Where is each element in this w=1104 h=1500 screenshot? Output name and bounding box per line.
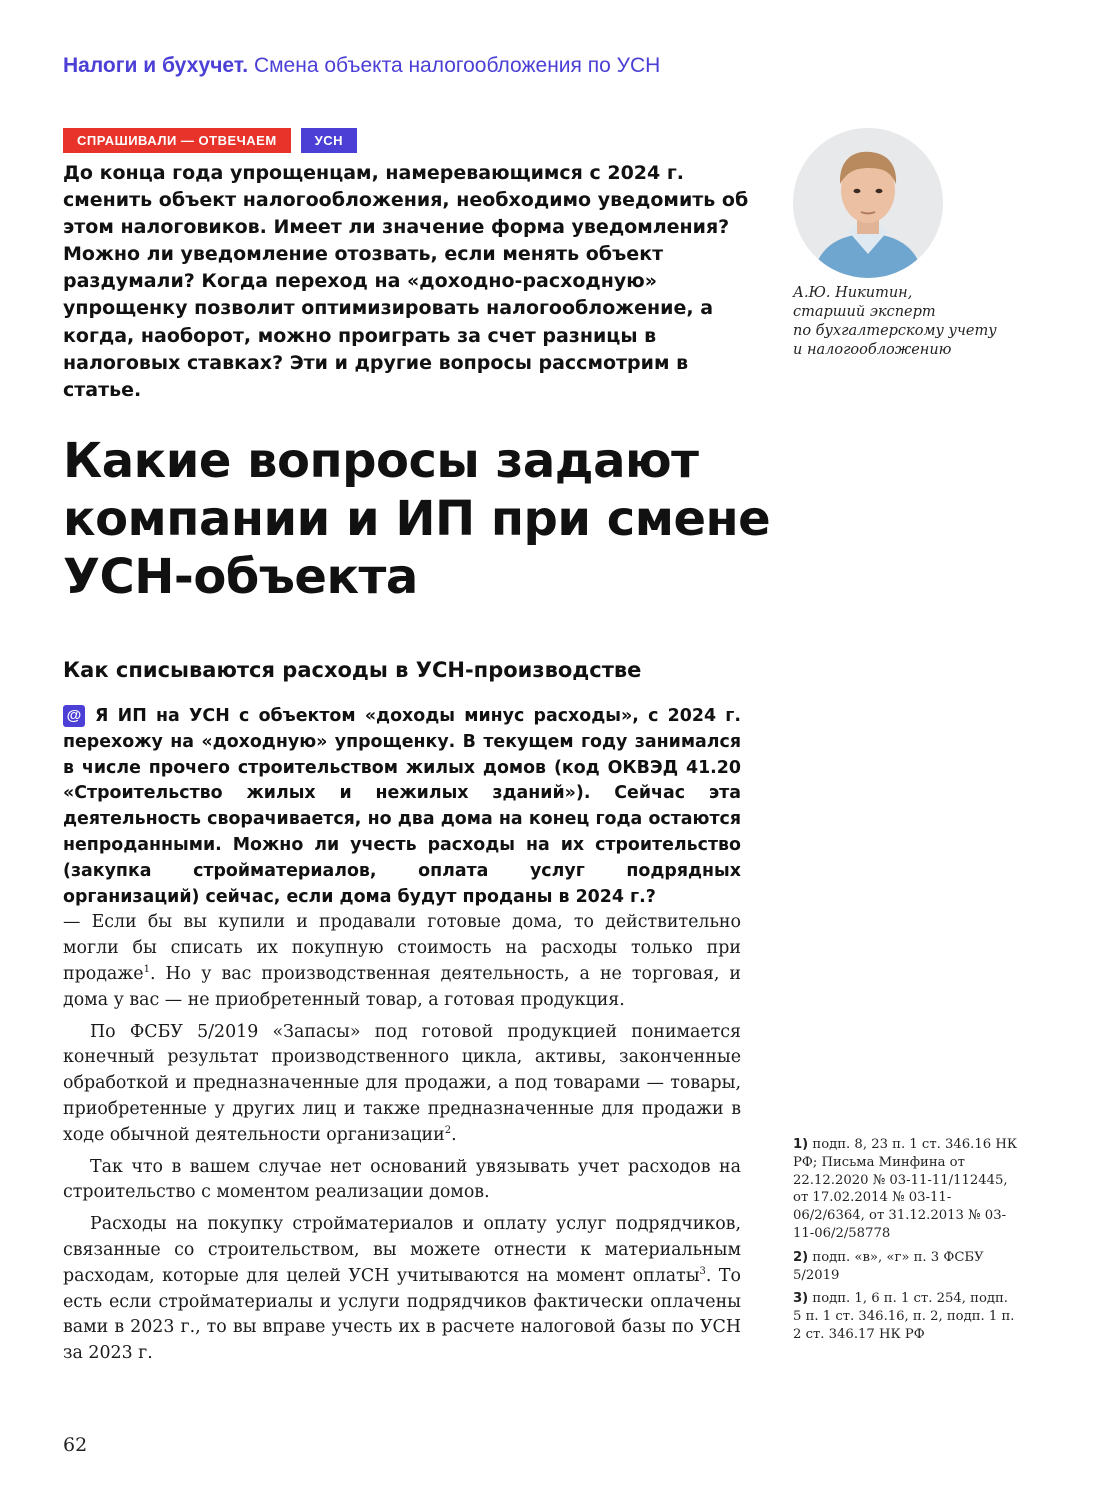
rubric-tag-qa: СПРАШИВАЛИ — ОТВЕЧАЕМ	[63, 128, 291, 153]
author-portrait-icon	[793, 128, 943, 278]
answer-text: По ФСБУ 5/2019 «Запасы» под готовой продукцией понимается конечный результат производственного цикла, активы, законченные обработкой и предназначенные для продажи, а под товарами — товары, приобретенные у других лиц и также предназначенные для продажи в ходе обычной деятельности организации	[63, 1021, 741, 1145]
footnote-number: 3)	[793, 1291, 809, 1307]
answer-text: — Если бы вы купили и продавали готовые дома, то действительно могли бы списать их покупную стоимость на расходы только при продаже	[63, 912, 741, 984]
section-name: Налоги и бухучет.	[63, 54, 249, 77]
answer-text: Расходы на покупку стройматериалов и оплату услуг подрядчиков, связанные со строительством, вы можете отнести к материальным расходам, которые для целей УСН учитываются на момент оплаты	[63, 1214, 741, 1286]
author-caption	[793, 284, 1003, 360]
footnote-ref: 1	[143, 964, 150, 976]
author-role-line: и налогообложению	[793, 342, 952, 358]
footnote	[793, 1249, 1018, 1285]
author-name: А.Ю. Никитин,	[793, 285, 913, 301]
footnote	[793, 1136, 1018, 1243]
running-head	[63, 54, 660, 78]
answer-paragraph: Так что в вашем случае нет оснований увязывать учет расходов на строительство с моментом реализации домов.	[63, 1156, 741, 1203]
reader-question	[63, 704, 741, 910]
answer-paragraph	[63, 910, 741, 1013]
question-text: Я ИП на УСН с объектом «доходы минус расходы», с 2024 г. перехожу на «доходную» упрощенку. В текущем году занимался в числе прочего строительством жилых домов (код ОКВЭД 41.20 «Строительство жилых и нежилых зданий»). Сейчас эта деятельность сворачивается, но два дома на конец года остаются непроданными. Можно ли учесть расходы на их строительство (закупка стройматериалов, оплата услуг подрядных организаций) сейчас, если дома будут проданы в 2024 г.?	[63, 706, 741, 907]
footnote-number: 1)	[793, 1137, 809, 1152]
answer-paragraph	[63, 1020, 741, 1149]
author-role-line: по бухгалтерскому учету	[793, 323, 997, 339]
answer-paragraph	[63, 1212, 741, 1367]
footnote-text: подп. 8, 23 п. 1 ст. 346.16 НК РФ; Письма Минфина от 22.12.2020 № 03-11-11/112445, от 17.02.2014 № 03-11-06/2/6364, от 31.12.2013 № 03-11-06/2/58778	[793, 1137, 1018, 1241]
lead-paragraph: До конца года упрощенцам, намеревающимся с 2024 г. сменить объект налогообложения, необходимо уведомить об этом налоговиков. Имеет ли значение форма уведомления? Можно ли уведомление отозвать, если менять объект раздумали? Когда переход на «доходно-расходную» упрощенку позволит оптимизировать налогообложение, а когда, наоборот, можно проиграть за счет разницы в налоговых ставках? Эти и другие вопросы рассмотрим в статье.	[63, 162, 749, 401]
footnote-ref: 3	[699, 1265, 706, 1277]
footnote-text: подп. 1, 6 п. 1 ст. 254, подп. 5 п. 1 ст. 346.16, п. 2, подп. 1 п. 2 ст. 346.17 НК РФ	[793, 1291, 1015, 1342]
section-topic: Смена объекта налогообложения по УСН	[253, 54, 661, 77]
page-number: 62	[63, 1434, 88, 1456]
answer-text: . Но у вас производственная деятельность, а не торговая, и дома у вас — не приобретенный товар, а готовая продукция.	[63, 963, 741, 1010]
footnote-text: подп. «в», «г» п. 3 ФСБУ 5/2019	[793, 1249, 984, 1283]
footnotes	[793, 1136, 1018, 1350]
answer-text: .	[451, 1124, 457, 1145]
answer-text: . То есть если стройматериалы и услуги подрядчиков фактически оплачены вами в 2023 г., то вы вправе учесть их в расчете налоговой базы по УСН за 2023 г.	[63, 1265, 741, 1364]
article-body	[63, 704, 741, 1367]
footnote-number: 2)	[793, 1249, 809, 1265]
at-sign-icon: @	[63, 705, 85, 727]
author-photo	[793, 128, 943, 278]
footnote-ref: 2	[444, 1124, 452, 1136]
section-subheading: Как списываются расходы в УСН-производстве	[63, 658, 642, 682]
article-title: Какие вопросы задают компании и ИП при смене УСН-объекта	[63, 433, 771, 605]
rubric-tag-usn: УСН	[301, 128, 357, 153]
footnote	[793, 1290, 1018, 1343]
rubric-tags	[63, 128, 357, 153]
author-role-line: старший эксперт	[793, 304, 936, 320]
